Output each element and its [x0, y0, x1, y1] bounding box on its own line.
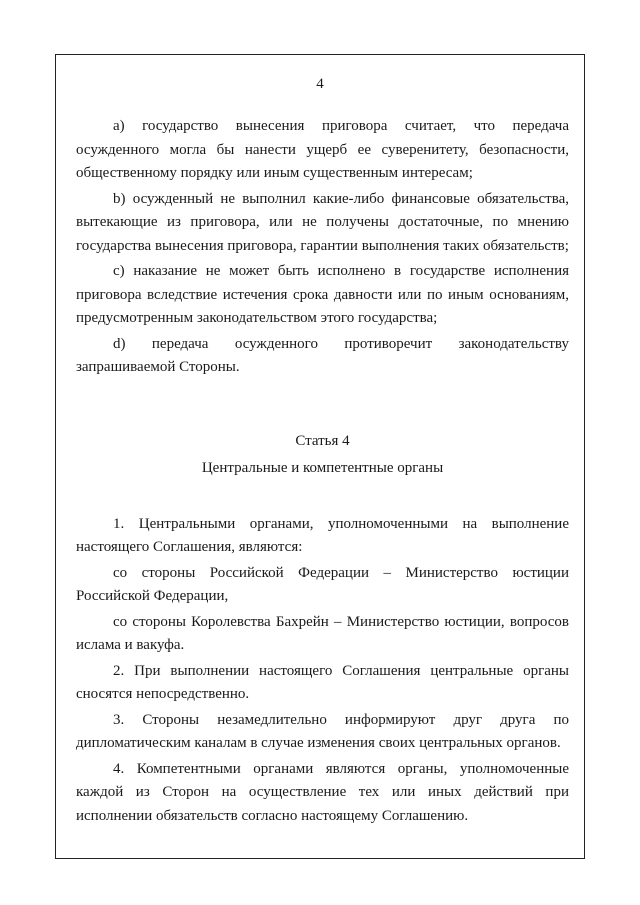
condition-c: c) наказание не может быть исполнено в государстве исполнения приговора вследствие истечения срока давности или по иным основаниям, предусмотренным законодательством этого государства;: [76, 263, 569, 326]
condition-d: d) передача осужденного противоречит законодательству запрашиваемой Стороны.: [76, 335, 569, 375]
page-number: 4: [316, 76, 324, 92]
article-paragraph-2: 2. При выполнении настоящего Соглашения центральные органы сносятся непосредственно.: [76, 662, 569, 702]
article-paragraph-3: 3. Стороны незамедлительно информируют друг друга по дипломатическим каналам в случае изменения своих центральных органов.: [76, 711, 569, 751]
condition-b: b) осужденный не выполнил какие-либо финансовые обязательства, вытекающие из приговора, или не получены достаточные, по мнению государства вынесения приговора, гарантии выполнения таких обязательств;: [76, 190, 569, 254]
article-subtitle: Центральные и компетентные органы: [201, 460, 444, 476]
article-paragraph-bahrain: со стороны Королевства Бахрейн – Министерство юстиции, вопросов ислама и вакуфа.: [76, 613, 569, 653]
document-body: [76, 115, 569, 828]
article-paragraph-1: 1. Центральными органами, уполномоченными на выполнение настоящего Соглашения, являются:: [76, 515, 569, 555]
article-title: Статья 4: [295, 432, 350, 449]
article-paragraph-4: 4. Компетентными органами являются органы, уполномоченные каждой из Сторон на осуществление тех или иных действий при исполнении обязательств согласно настоящему Соглашению.: [76, 760, 569, 824]
article-paragraph-russia: со стороны Российской Федерации – Министерство юстиции Российской Федерации,: [76, 564, 569, 604]
condition-a: a) государство вынесения приговора считает, что передача осужденного могла бы нанести ущерб ее суверенитету, безопасности, общественному порядку или иным существенным интересам;: [76, 118, 569, 181]
